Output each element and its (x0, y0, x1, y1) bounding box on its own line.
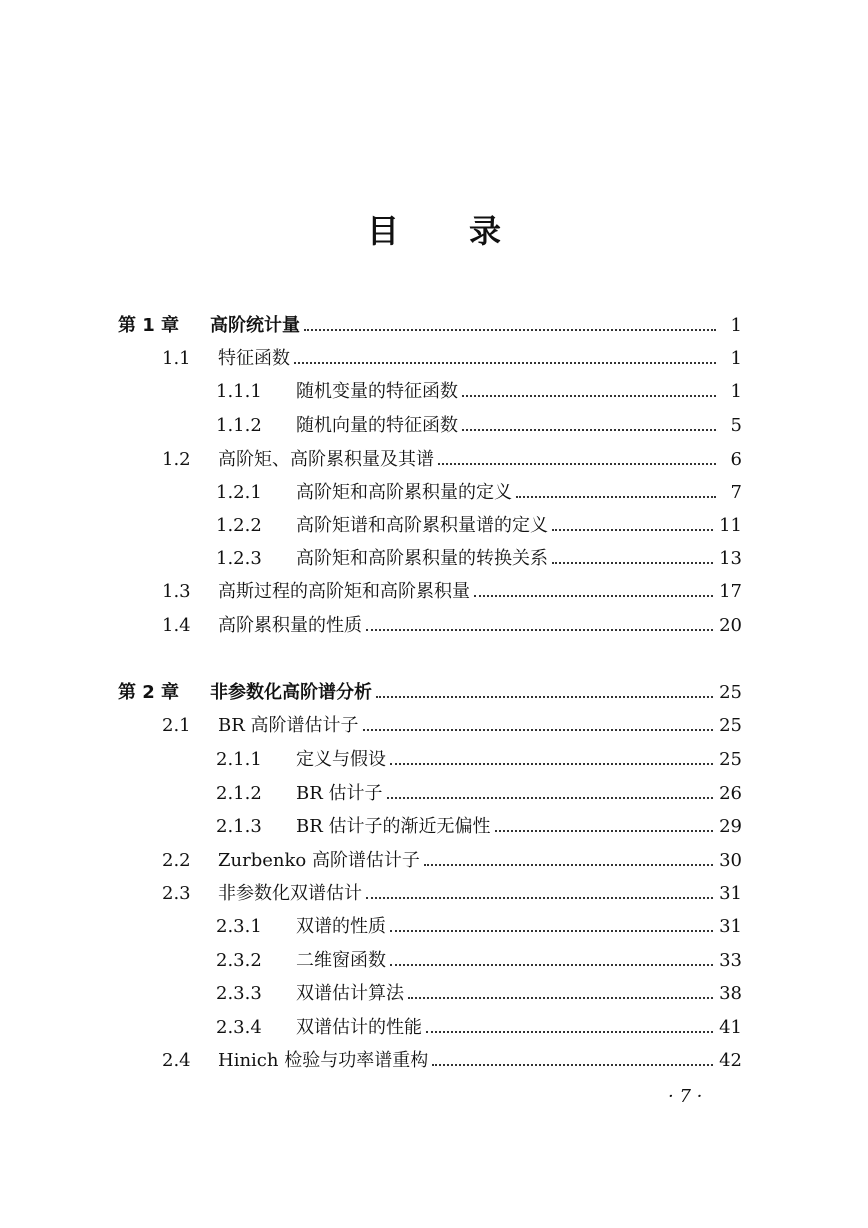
toc-entry-title: Hinich 检验与功率谱重构 (218, 1050, 429, 1071)
toc-entry-page: 31 (719, 883, 742, 904)
toc-entry-title: 高阶矩和高阶累积量的定义 (296, 482, 512, 503)
dot-leader (304, 317, 716, 331)
dot-leader (438, 451, 716, 465)
toc-entry-number: 2.4 (162, 1050, 191, 1071)
dot-leader (387, 785, 714, 799)
toc-entry-number: 1.3 (162, 581, 191, 602)
toc-entry-page: 25 (719, 682, 742, 703)
toc-entry-title: 双谱估计算法 (296, 983, 404, 1004)
toc-entry-page: 29 (719, 816, 742, 837)
toc-entry-2-1[interactable] (162, 714, 742, 738)
toc-entry-number: 2.1.2 (216, 783, 262, 804)
toc-entry-1-4[interactable] (162, 614, 742, 638)
toc-entry-number: 1.2.2 (216, 515, 262, 536)
dot-leader (552, 550, 713, 564)
toc-entry-title: BR 高阶谱估计子 (218, 715, 359, 736)
toc-entry-number: 1.2.1 (216, 482, 262, 503)
toc-entry-page: 25 (719, 749, 742, 770)
toc-entry-page: 11 (719, 515, 742, 536)
toc-entry-page: 41 (719, 1017, 742, 1038)
toc-entry-page: 1 (730, 348, 742, 369)
toc-entry-title: 定义与假设 (296, 749, 386, 770)
toc-entry-page: 1 (730, 315, 742, 336)
toc-entry-2-2[interactable] (162, 849, 742, 873)
toc-entry-title: 非参数化双谱估计 (218, 883, 362, 904)
dot-leader (366, 885, 713, 899)
dot-leader (495, 818, 714, 832)
toc-entry-number: 2.3.1 (216, 916, 262, 937)
dot-leader (462, 417, 716, 431)
dot-leader (432, 1052, 713, 1066)
dot-leader (426, 1019, 713, 1033)
toc-entry-2-4[interactable] (162, 1049, 742, 1073)
toc-entry-title: 双谱估计的性能 (296, 1017, 422, 1038)
toc-entry-number: 2.3.2 (216, 950, 262, 971)
dot-leader (424, 852, 713, 866)
toc-entry-title: 随机变量的特征函数 (296, 381, 458, 402)
toc-entry-2-3-3[interactable] (216, 982, 742, 1006)
toc-entry-title: 非参数化高阶谱分析 (210, 682, 372, 703)
toc-entry-title: 高斯过程的高阶矩和高阶累积量 (218, 581, 470, 602)
toc-entry-chapter-2[interactable] (118, 681, 742, 705)
dot-leader (363, 717, 714, 731)
toc-entry-title: 高阶矩谱和高阶累积量谱的定义 (296, 515, 548, 536)
toc-entry-page: 5 (730, 415, 742, 436)
toc-entry-number: 2.3 (162, 883, 191, 904)
toc-entry-title: 特征函数 (218, 348, 290, 369)
toc-entry-page: 30 (719, 850, 742, 871)
toc-entry-page: 26 (719, 783, 742, 804)
toc-entry-number: 1.4 (162, 615, 191, 636)
toc-entry-title: Zurbenko 高阶谱估计子 (218, 850, 420, 871)
toc-entry-title: 高阶矩、高阶累积量及其谱 (218, 449, 434, 470)
toc-entry-title: 双谱的性质 (296, 916, 386, 937)
toc-entry-page: 25 (719, 715, 742, 736)
dot-leader (516, 484, 716, 498)
toc-entry-2-1-2[interactable] (216, 782, 742, 806)
toc-entry-page: 38 (719, 983, 742, 1004)
toc-entry-chapter-1[interactable] (118, 314, 742, 338)
toc-entry-1-1[interactable] (162, 347, 742, 371)
toc-entry-1-2[interactable] (162, 448, 742, 472)
toc-entry-number: 1.2 (162, 449, 191, 470)
toc-entry-page: 7 (730, 482, 742, 503)
toc-entry-number: 第 2 章 (118, 682, 180, 703)
toc-entry-number: 2.1.3 (216, 816, 262, 837)
toc-entry-2-3-2[interactable] (216, 949, 742, 973)
dot-leader (552, 517, 713, 531)
toc-entry-title: BR 估计子 (296, 783, 383, 804)
toc-entry-number: 2.1 (162, 715, 191, 736)
dot-leader (390, 918, 713, 932)
toc-entry-2-3-1[interactable] (216, 915, 742, 939)
toc-entry-number: 第 1 章 (118, 315, 180, 336)
dot-leader (462, 383, 716, 397)
toc-entry-title: 高阶统计量 (210, 315, 300, 336)
toc-entry-page: 6 (730, 449, 742, 470)
toc-entry-1-3[interactable] (162, 580, 742, 604)
toc-entry-title: 高阶累积量的性质 (218, 615, 362, 636)
toc-entry-number: 2.3.3 (216, 983, 262, 1004)
toc-entry-page: 42 (719, 1050, 742, 1071)
toc-entry-page: 17 (719, 581, 742, 602)
page-number: · 7 · (668, 1086, 703, 1107)
dot-leader (294, 350, 716, 364)
toc-entry-title: BR 估计子的渐近无偏性 (296, 816, 491, 837)
toc-entry-1-1-2[interactable] (216, 414, 742, 438)
dot-leader (474, 583, 713, 597)
dot-leader (366, 617, 713, 631)
toc-entry-number: 1.1.2 (216, 415, 262, 436)
toc-entry-2-3-4[interactable] (216, 1016, 742, 1040)
toc-entry-2-3[interactable] (162, 882, 742, 906)
toc-entry-page: 33 (719, 950, 742, 971)
toc-entry-title: 高阶矩和高阶累积量的转换关系 (296, 548, 548, 569)
toc-entry-number: 2.3.4 (216, 1017, 262, 1038)
toc-entry-page: 20 (719, 615, 742, 636)
toc-entry-number: 2.2 (162, 850, 191, 871)
toc-entry-number: 1.1 (162, 348, 191, 369)
toc-entry-page: 1 (730, 381, 742, 402)
dot-leader (408, 985, 713, 999)
toc-entry-1-2-3[interactable] (216, 547, 742, 571)
toc-entry-1-2-2[interactable] (216, 514, 742, 538)
page-title: 目录 (366, 212, 571, 250)
toc-entry-number: 2.1.1 (216, 749, 262, 770)
dot-leader (390, 952, 713, 966)
toc-entry-title: 二维窗函数 (296, 950, 386, 971)
toc-entry-1-1-1[interactable] (216, 380, 742, 404)
toc-entry-1-2-1[interactable] (216, 481, 742, 505)
toc-entry-number: 1.1.1 (216, 381, 262, 402)
dot-leader (376, 684, 713, 698)
toc-entry-2-1-3[interactable] (216, 815, 742, 839)
toc-entry-2-1-1[interactable] (216, 748, 742, 772)
toc-entry-page: 13 (719, 548, 742, 569)
toc-entry-number: 1.2.3 (216, 548, 262, 569)
dot-leader (390, 751, 713, 765)
toc-entry-page: 31 (719, 916, 742, 937)
toc-entry-title: 随机向量的特征函数 (296, 415, 458, 436)
